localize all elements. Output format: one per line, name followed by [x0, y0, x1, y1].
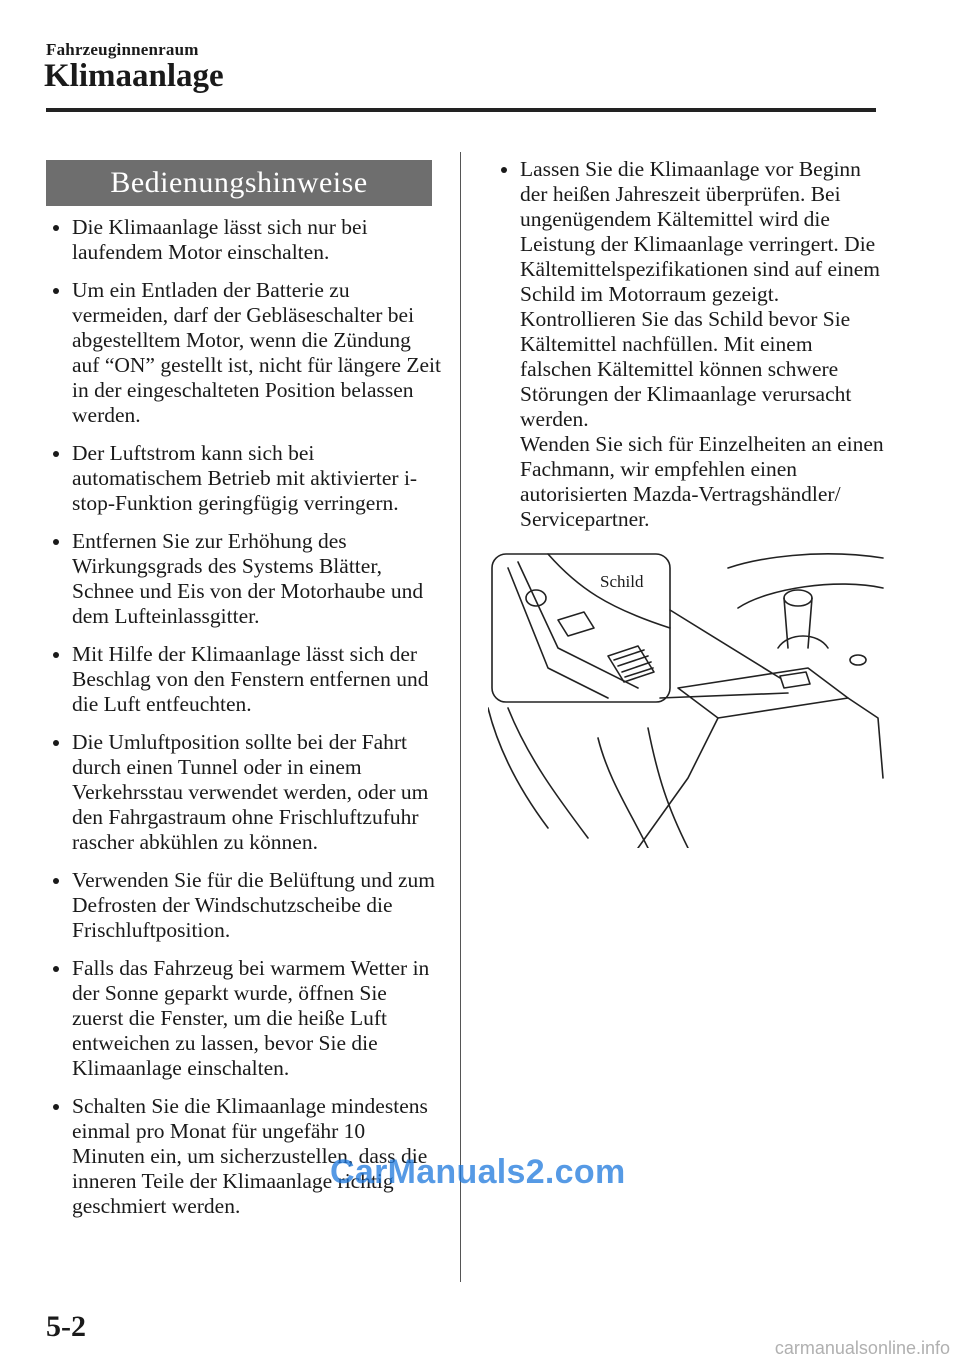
- label-plate: [780, 672, 810, 688]
- header-rule: [46, 108, 876, 112]
- list-item-text: Verwenden Sie für die Belüftung und zum Defrosten der Windschutzscheibe die Frischluftposition.: [72, 868, 436, 942]
- reservoir-cap: [784, 590, 812, 606]
- list-item: [46, 730, 441, 855]
- cowl-panel: [678, 668, 848, 718]
- list-item-text: Entfernen Sie zur Erhöhung des Wirkungsgrads des Systems Blätter, Schnee und Eis von der Motorhaube und dem Lufteinlassgitter.: [72, 529, 424, 628]
- engine-bay-edge: [598, 738, 648, 848]
- bullet-icon: [53, 288, 59, 294]
- watermark-overlay: CarManuals2.com: [330, 1153, 626, 1191]
- list-item-text: Lassen Sie die Klimaanlage vor Beginn der heißen Jahreszeit überprüfen. Bei ungenügendem Kältemittel wird die Leistung der Klimaanlage verringert. Die Kältemittelspezifikationen sind auf einem Schild im Motorraum gezeigt. Kontrollieren Sie das Schild bevor Sie Kältemittel nachfüllen. Mit einem falschen Kältemittel können schwere Störungen der Klimaanlage verursacht werden. Wenden Sie sich für Einzelheiten an einen Fachmann, wir empfehlen einen autorisierten Mazda-Vertragshändler/ Servicepartner.: [520, 157, 884, 531]
- engine-edge: [728, 554, 883, 568]
- list-item-text: Mit Hilfe der Klimaanlage lässt sich der Beschlag von den Fenstern entfernen und die Luft entfeuchten.: [72, 642, 429, 716]
- column-divider: [460, 152, 461, 1282]
- bullet-icon: [53, 1104, 59, 1110]
- fender-edge: [848, 698, 883, 778]
- section-label: Fahrzeuginnenraum: [46, 40, 199, 59]
- inset-grille-lines: [614, 650, 653, 677]
- list-item-text: Um ein Entladen der Batterie zu vermeiden, darf der Gebläseschalter bei abgestelltem Motor, wenn die Zündung auf “ON” gestellt ist, nicht für längere Zeit in der eingeschalteten Position belassen werden.: [72, 278, 441, 427]
- footer-watermark: carmanualsonline.info: [774, 1338, 950, 1358]
- bullet-icon: [53, 966, 59, 972]
- list-item: [46, 215, 441, 265]
- engine-bay-edge: [648, 728, 688, 848]
- chapter-title: Klimaanlage: [44, 58, 224, 94]
- list-item-text: Die Klimaanlage lässt sich nur bei laufendem Motor einschalten.: [72, 215, 368, 264]
- right-bullet-list: [494, 157, 884, 545]
- bullet-icon: [53, 451, 59, 457]
- inset-edge: [508, 568, 608, 698]
- list-item-text: Die Umluftposition sollte bei der Fahrt durch einen Tunnel oder in einem Verkehrsstau verwendet werden, oder um den Fahrgastraum ohne Frischluftzufuhr rascher abkühlen zu können.: [72, 730, 429, 854]
- list-item: [494, 157, 884, 532]
- list-item-text: Schalten Sie die Klimaanlage mindestens einmal pro Monat für ungefähr 10 Minuten ein, um sicherzustellen, dass die inneren Teile der Klimaanlage richtig geschmiert werden.: [72, 1094, 428, 1218]
- bullet-icon: [53, 225, 59, 231]
- figure-callout-label: Schild: [600, 572, 644, 591]
- list-item: [46, 529, 441, 629]
- bullet-icon: [501, 167, 507, 173]
- engine-compartment-figure: [488, 548, 888, 848]
- leader-line: [660, 693, 788, 698]
- leader-line: [670, 610, 780, 678]
- list-item-text: Falls das Fahrzeug bei warmem Wetter in der Sonne geparkt wurde, öffnen Sie zuerst die Fenster, um die heiße Luft entweichen zu lassen, bevor Sie die Klimaanlage einschalten.: [72, 956, 430, 1080]
- list-item-text: Der Luftstrom kann sich bei automatischem Betrieb mit aktivierter i-stop-Funktion geringfügig verringern.: [72, 441, 418, 515]
- list-item: [46, 441, 441, 516]
- list-item: [46, 642, 441, 717]
- inset-label-plate: [558, 612, 594, 636]
- strut-tower: [778, 636, 828, 648]
- left-bullet-list: [46, 215, 441, 1232]
- bullet-icon: [53, 539, 59, 545]
- list-item: [46, 868, 441, 943]
- engine-edge: [738, 584, 883, 608]
- page-number: 5-2: [46, 1310, 86, 1343]
- engine-bay-edge: [508, 708, 588, 838]
- bullet-icon: [53, 652, 59, 658]
- list-item: [46, 278, 441, 428]
- engine-illustration: [488, 548, 888, 848]
- bullet-icon: [53, 740, 59, 746]
- list-item: [46, 956, 441, 1081]
- section-heading: Bedienungshinweise: [46, 160, 432, 206]
- bolt: [850, 655, 866, 665]
- bullet-icon: [53, 878, 59, 884]
- inset-bolt: [526, 590, 546, 606]
